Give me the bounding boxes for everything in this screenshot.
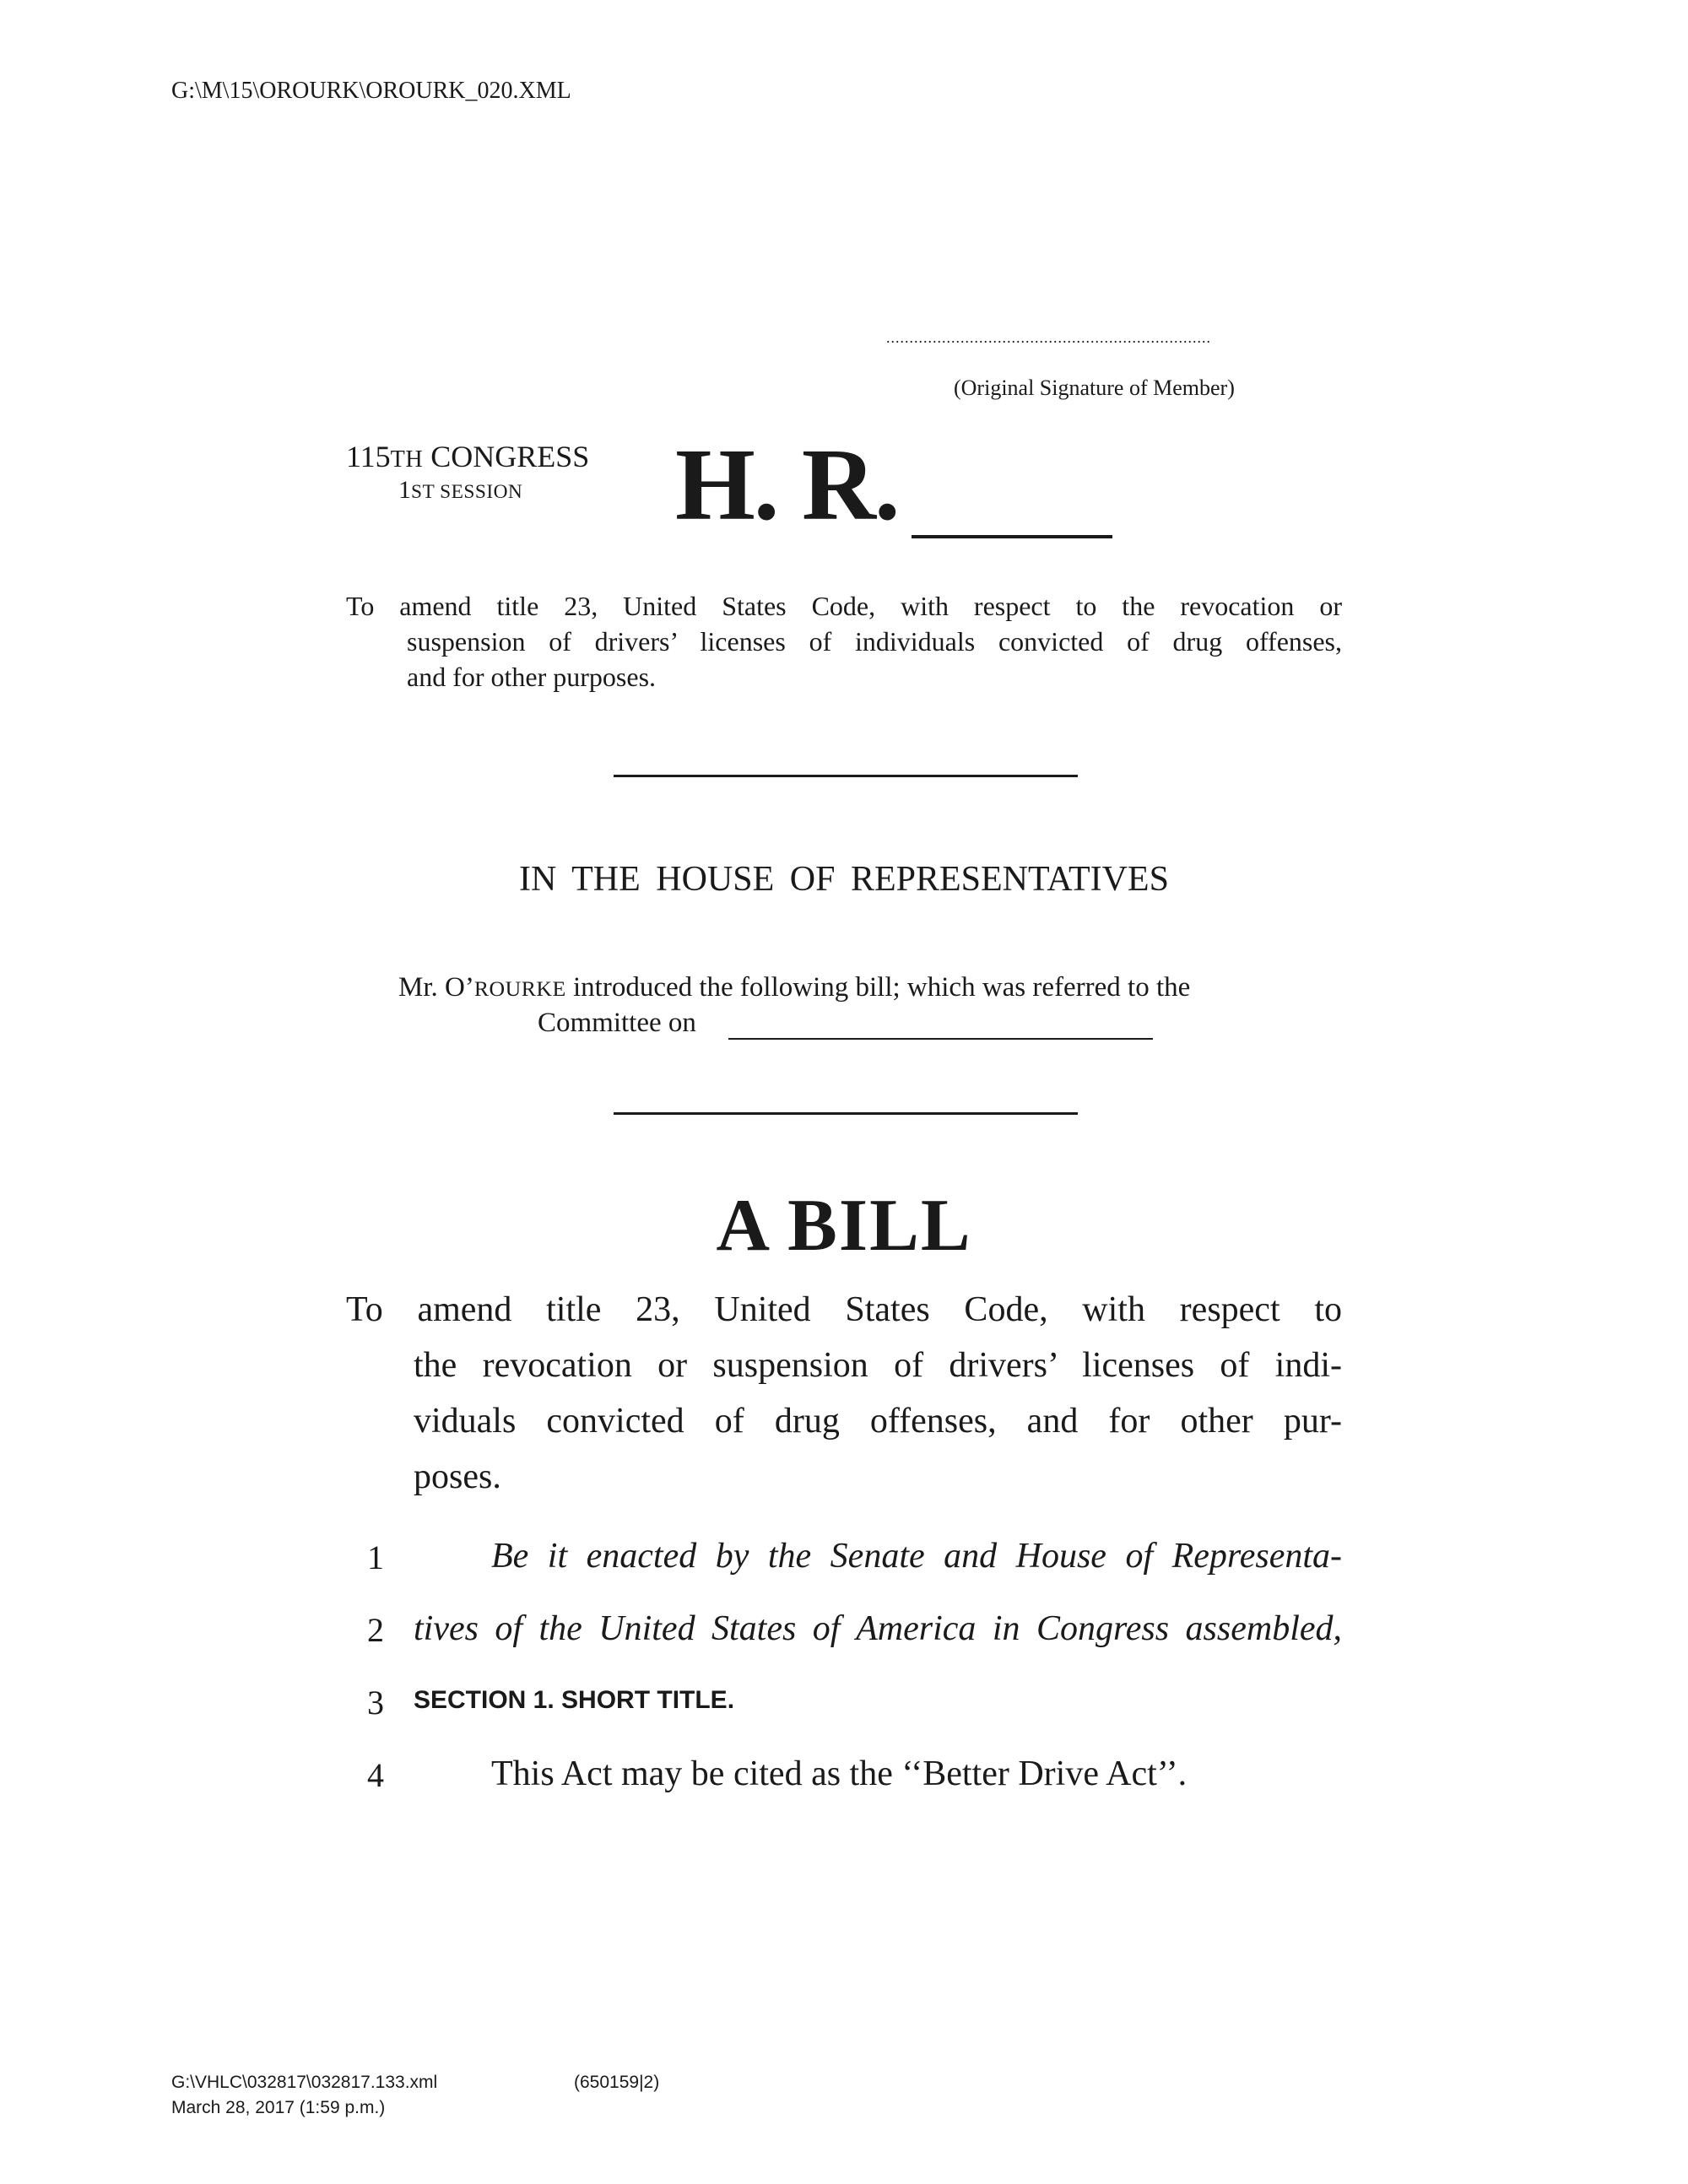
session-line: 1ST SESSION — [398, 476, 523, 504]
line-number: 4 — [367, 1756, 384, 1794]
committee-label: Committee on — [538, 1008, 696, 1038]
footer-path: G:\VHLC\032817\032817.133.xml — [171, 2073, 438, 2092]
footer-date: March 28, 2017 (1:59 p.m.) — [171, 2098, 386, 2117]
footer-doc-id: (650159|2) — [574, 2073, 660, 2092]
congress-line: 115TH CONGRESS — [346, 440, 590, 473]
committee-blank — [728, 1038, 1153, 1040]
introduction-line: Mr. O’ROURKE introduced the following bill; which was referred to the — [398, 972, 1191, 1003]
section-heading: SECTION 1. SHORT TITLE. — [414, 1686, 735, 1714]
long-title-line-1: To amend title 23, United States Code, with respect to — [346, 1290, 1342, 1329]
enacting-clause-line-2: tives of the United States of America in Congress assembled, — [414, 1609, 1342, 1648]
long-title-line-2: the revocation or suspension of drivers’ licenses of indi- — [414, 1346, 1342, 1385]
enacting-clause-line-1: Be it enacted by the Senate and House of Representa- — [491, 1537, 1342, 1576]
bill-number-blank — [912, 535, 1112, 538]
line-number: 1 — [367, 1538, 384, 1576]
divider-bottom — [614, 1112, 1078, 1115]
signature-label: (Original Signature of Member) — [954, 376, 1235, 400]
header-file-path: G:\M\15\OROURK\OROURK_020.XML — [171, 78, 571, 104]
bill-heading: A BILL — [716, 1185, 972, 1267]
signature-line: ...................................................................... — [886, 329, 1211, 346]
house-heading: IN THE HOUSE OF REPRESENTATIVES — [519, 860, 1169, 899]
short-title-text: This Act may be cited as the ‘‘Better Drive Act’’. — [491, 1754, 1188, 1793]
line-number: 2 — [367, 1611, 384, 1649]
divider-top — [614, 775, 1078, 777]
line-number: 3 — [367, 1684, 384, 1722]
bill-designation: H. R. — [675, 428, 899, 542]
short-purpose-line-1: To amend title 23, United States Code, with respect to the revocation or — [346, 591, 1342, 621]
short-purpose-line-2: suspension of drivers’ licenses of individuals convicted of drug offenses, — [407, 626, 1342, 657]
long-title-line-3: viduals convicted of drug offenses, and for other pur- — [414, 1402, 1342, 1441]
long-title-line-4: poses. — [414, 1457, 501, 1496]
short-purpose-line-3: and for other purposes. — [407, 662, 657, 692]
